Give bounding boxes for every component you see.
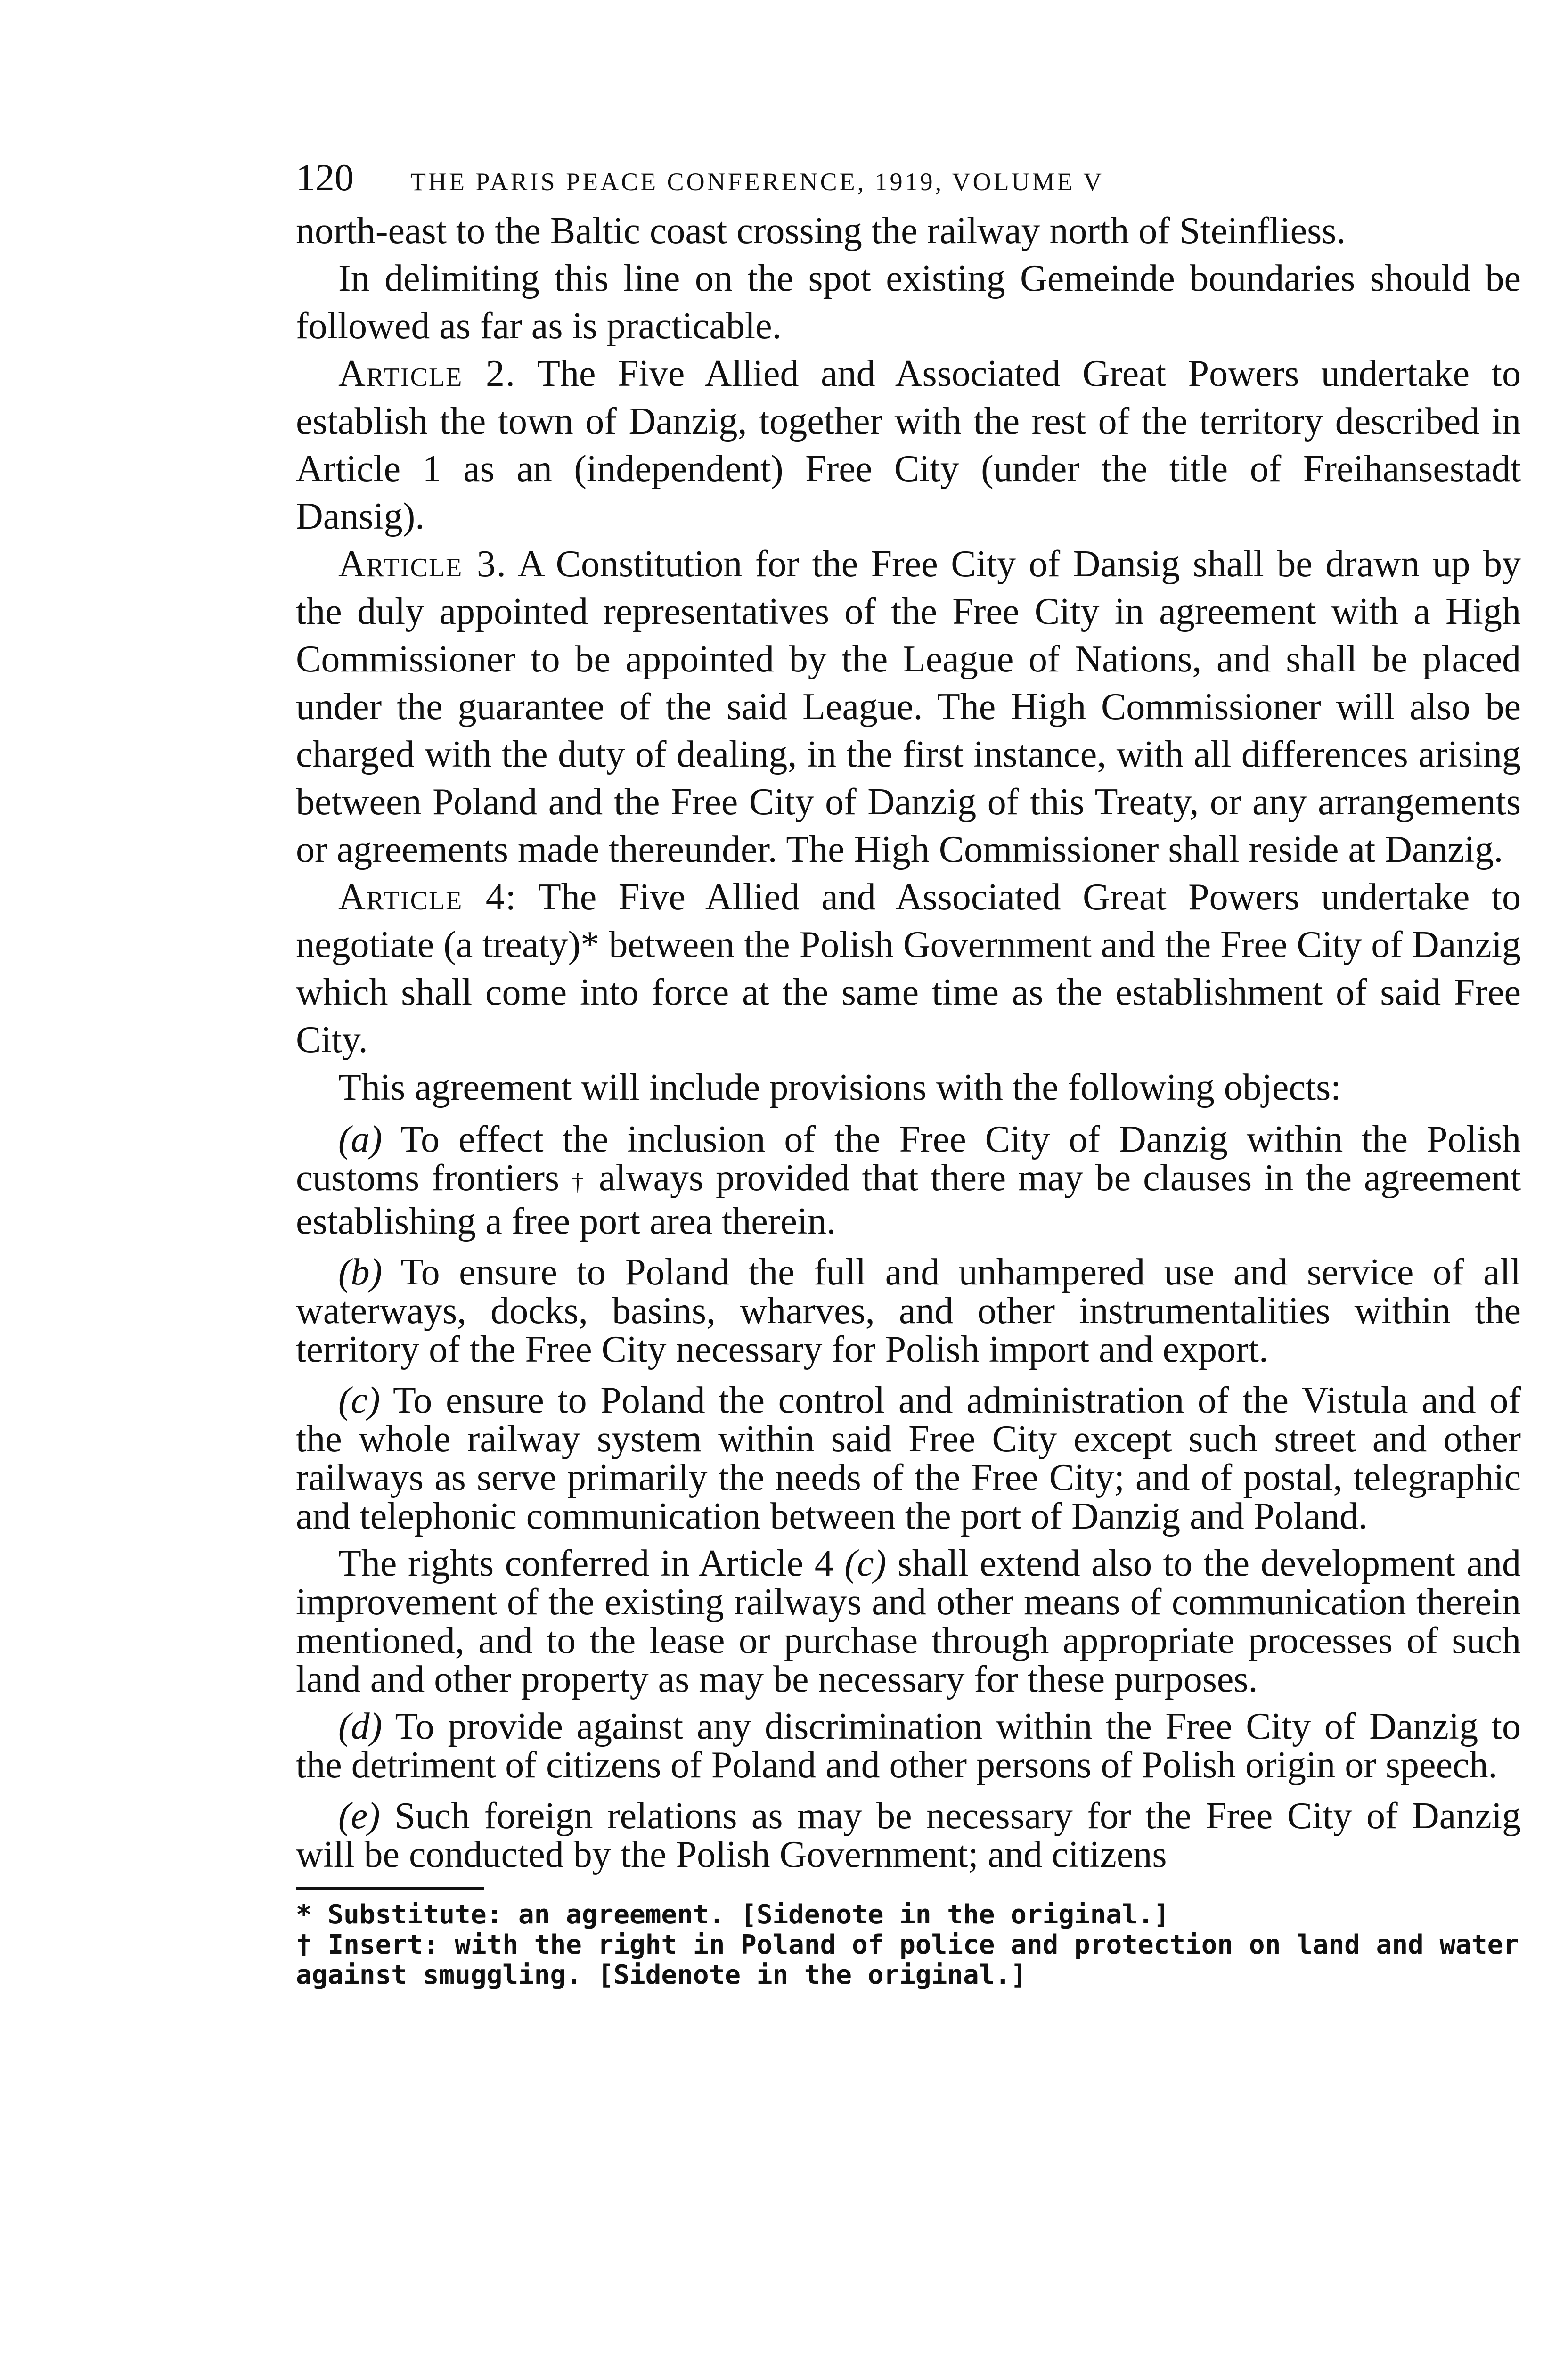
running-title: THE PARIS PEACE CONFERENCE, 1919, VOLUME V — [410, 168, 1104, 196]
provision-c-label: (c) — [338, 1380, 380, 1421]
provision-e — [296, 1797, 1521, 1874]
provision-a-text-2: always provided that there may be clauses in the agreement establishing a free port area therein. — [296, 1157, 1521, 1242]
article-2 — [296, 350, 1521, 540]
footnote-divider — [296, 1887, 484, 1890]
article-3-label: Article 3. — [338, 543, 507, 585]
article-4 — [296, 874, 1521, 1064]
provision-e-text: Such foreign relations as may be necessary for the Free City of Danzig will be conducted by the Polish Government; and citizens — [296, 1795, 1521, 1875]
rights-text-2: shall extend also to the development and improvement of the existing railways and other means of communication therein mentioned, and to the lease or purchase through appropriate processes of such land and other property as may be necessary for these purposes. — [296, 1543, 1521, 1700]
provision-b-text: To ensure to Poland the full and unhampered use and service of all waterways, docks, basins, wharves, and other instrumentalities within the territory of the Free City necessary for Polish import and export. — [296, 1252, 1521, 1370]
provision-e-label: (e) — [338, 1795, 380, 1837]
main-text — [296, 207, 1521, 1112]
provision-d-label: (d) — [338, 1706, 383, 1747]
footnote-1: * Substitute: an agreement. [Sidenote in the original.] — [296, 1899, 1170, 1930]
footnote-2: † Insert: with the right in Poland of police and protection on land and water against smuggling. [Sidenote in the original.] — [296, 1930, 1519, 1990]
provision-d-text: To provide against any discrimination within the Free City of Danzig to the detriment of citizens of Poland and other persons of Polish origin or speech. — [296, 1706, 1521, 1786]
provisions-list — [296, 1120, 1521, 1874]
page-number: 120 — [296, 156, 354, 199]
footnote-marker-dagger: † — [572, 1169, 587, 1196]
provision-a-text-1: To effect the inclusion of the Free City of Danzig within the Polish customs frontiers — [296, 1119, 1521, 1199]
article-4-text-a: The Five Allied and Associated Great Powers undertake to negotiate (a treaty) — [296, 876, 1521, 965]
article-2-text: The Five Allied and Associated Great Powers undertake to establish the town of Danzig, together with the rest of the territory described in Article 1 as an (independent) Free City (under the title of Freihansestadt Dansig). — [296, 353, 1521, 537]
provision-c-text: To ensure to Poland the control and administration of the Vistula and of the whole railway system within said Free City except such street and other railways as serve primarily the needs of the Free City; and of postal, telegraphic and telephonic communication between the port of Danzig and Poland. — [296, 1380, 1521, 1537]
footnote-marker-asterisk: * — [580, 924, 600, 965]
paragraph-continuation: north-east to the Baltic coast crossing the railway north of Steinfliess. — [296, 210, 1346, 252]
article-4-label: Article 4: — [338, 876, 517, 918]
running-head — [296, 155, 1521, 207]
agreement-intro: This agreement will include provisions with the following objects: — [338, 1067, 1341, 1108]
provision-b — [296, 1253, 1521, 1369]
article-3-text: A Constitution for the Free City of Dansig shall be drawn up by the duly appointed representatives of the Free City in agreement with a High Commissioner to be appointed by the League of Nations, and shall be placed under the guarantee of the said League. The High Commissioner will also be charged with the duty of dealing, in the first instance, with all differences arising between Poland and the Free City of Danzig of this Treaty, or any arrangements or agreements made thereunder. The High Commissioner shall reside at Danzig. — [296, 543, 1521, 870]
document-page — [296, 155, 1521, 1990]
provision-c — [296, 1381, 1521, 1536]
provision-d — [296, 1707, 1521, 1784]
article-3 — [296, 540, 1521, 874]
paragraph-delimitation: In delimiting this line on the spot existing Gemeinde boundaries should be followed as far as is practicable. — [296, 258, 1521, 347]
provision-b-label: (b) — [338, 1252, 383, 1293]
article-2-label: Article 2. — [338, 353, 516, 394]
provision-a-label: (a) — [338, 1119, 383, 1160]
rights-paragraph — [296, 1544, 1521, 1699]
rights-label: (c) — [844, 1543, 887, 1584]
article-4-text-b: between the Polish Government and the Free City of Danzig which shall come into force at the same time as the establishment of said Free City. — [296, 924, 1521, 1061]
footnotes — [296, 1900, 1521, 1990]
rights-text-1: The rights conferred in Article 4 — [338, 1543, 845, 1584]
provision-a — [296, 1120, 1521, 1241]
